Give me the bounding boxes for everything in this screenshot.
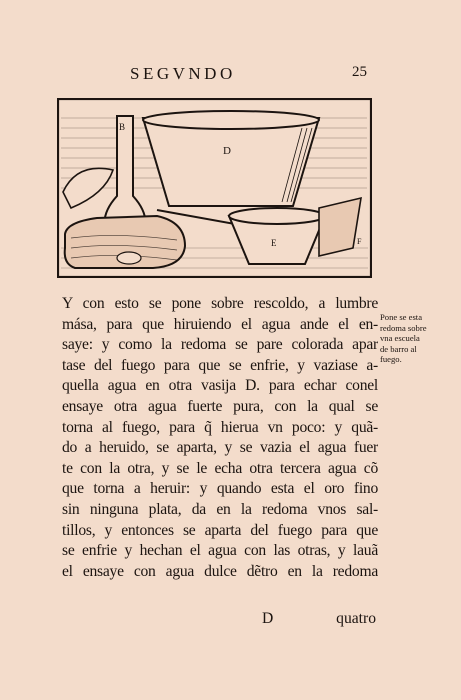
text-line: se enfrie y hechan el agua con las otras, y lauã: [62, 542, 378, 560]
text-line: quella agua en otra vasija D. para echar conel: [62, 377, 378, 395]
body-text: [62, 294, 378, 582]
text-line: que torna a heruir: y quando esta el oro fino: [62, 480, 378, 498]
catchword: quatro: [336, 610, 376, 627]
marginal-note-line: Pone se esta: [380, 312, 423, 322]
text-line: do a heruido, se aparta, y se vazia el agua fuer: [62, 439, 378, 457]
text-line: saye: y como la redoma se pare colorada apar: [62, 336, 378, 354]
label-f: F: [357, 237, 362, 246]
running-head: SEGVNDO: [130, 64, 236, 83]
text-line: tase del fuego para que se enfrie, y vaziase a-: [62, 356, 378, 374]
label-b: B: [119, 122, 126, 132]
text-line: ensaye otra agua fuerte pura, con la qual se: [62, 397, 378, 415]
marginal-note-line: vna escuela: [380, 333, 420, 344]
marginal-note-line: de barro al: [380, 343, 417, 354]
text-line: sin ninguna plata, da en la redoma vnos sal-: [62, 500, 378, 518]
text-line: tillos, y entonces se aparta del fuego para que: [62, 521, 378, 539]
page-number: 25: [352, 64, 367, 80]
text-line: te con la otra, y se le echa otra tercera agua cõ: [62, 459, 378, 477]
text-line: el ensaye con agua dulce dẽtro en la redoma: [62, 562, 378, 580]
text-line: torna al fuego, para q̃ hierua vn poco: y quã-: [62, 418, 378, 436]
text-line: mása, para que hiruiendo el agua ande el en-: [62, 315, 378, 333]
text-line: Y con esto se pone sobre rescoldo, a lumbre: [62, 295, 378, 312]
marginal-note-line: fuego.: [380, 354, 402, 365]
label-e: E: [271, 238, 277, 248]
woodcut-illustration: [57, 98, 372, 278]
signature-mark: D: [262, 610, 274, 627]
page-footer: [62, 610, 378, 632]
marginal-note-line: redoma sobre: [380, 322, 427, 333]
label-d: D: [223, 145, 231, 157]
marginal-note: [380, 312, 452, 365]
